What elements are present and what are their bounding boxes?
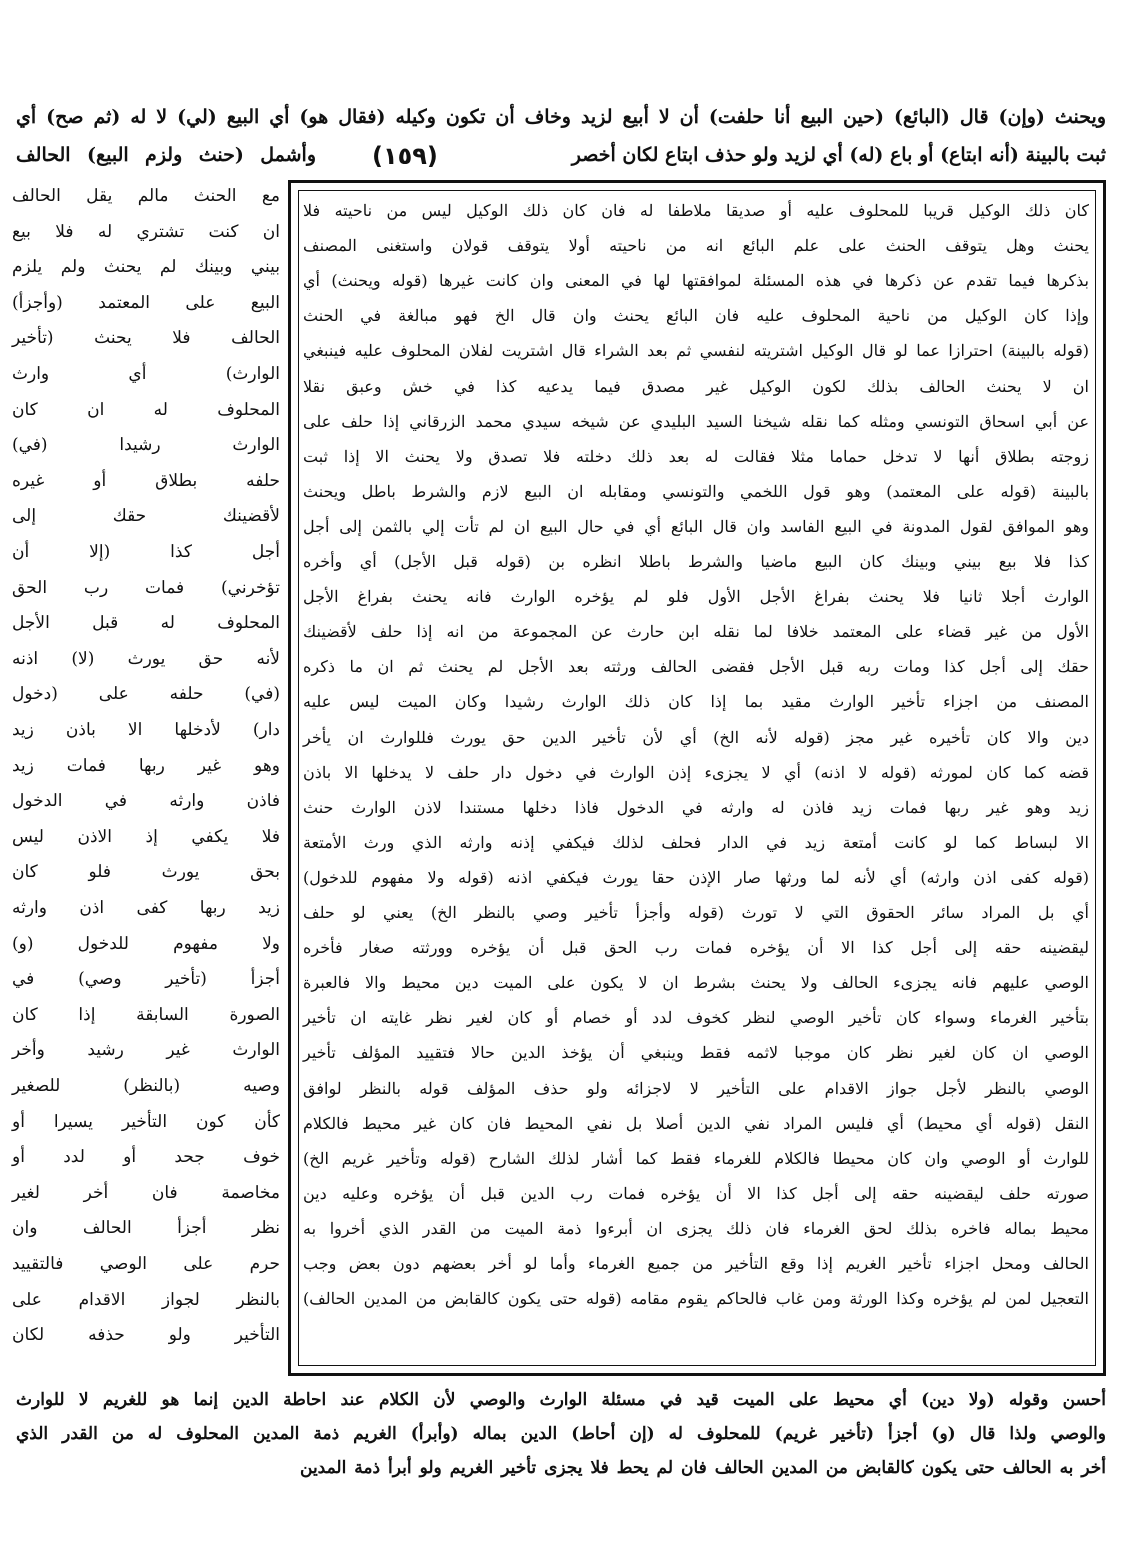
side-line: حرم على الوصي فالتقييد (12, 1254, 280, 1274)
commentary-line: دين والا كان تأخيره غير مجز (قوله لأنه الخ) أي لأن تأخير الدين حق يورث فللوارث ان يأخر (303, 727, 1090, 747)
commentary-line: الحالف ومحل اجزاء تأخير الغريم إذا وقع التأخير من جميع الغرماء وأما لو أخر بعضهم دون بعض وجب (303, 1254, 1089, 1273)
side-line: الوارث رشيدا (في) (12, 435, 280, 456)
commentary-line: زيد وهو غير ربها فمات زيد فاذن له وارثه في الدخول فاذا دخلها مستندا لاذن الوارث حنث (303, 797, 1089, 817)
side-line: خوف جحد أو لدد أو (12, 1147, 280, 1168)
commentary-line: وهو الموافق لقول المدونة في البيع الفاسد وان قال البائع أي في حال البيع ان لم تأت إلي بالثمن إلى أجل (303, 516, 1089, 536)
side-line: أجل كذا (إلا أن (12, 542, 280, 562)
commentary-line: الوصي بالنظر لأجل جواز الاقدام على التأخير لا لاجزائه ولو حذف المؤلف قوله بالنظر لوافق (303, 1078, 1089, 1098)
commentary-line: قضه كما كان لمورثه (قوله لا اذنه) أي لا يجزىء إذن الوارث في دخول دار حلف لا يدخلها الا باذن (303, 762, 1089, 782)
side-line: بالنظر لجواز الاقدام على (12, 1289, 280, 1310)
side-line: المحلوف له قبل الأجل (12, 613, 280, 634)
commentary-line: بذكرها فيما تقدم عن ذكرها في هذه المسئلة لموافقتها لها في المعنى وان كانت غيرها (قوله ويحنث) أي (303, 271, 1089, 291)
side-line: الوارث غير رشيد وأخر (12, 1040, 280, 1061)
side-line: بحق يورث فلو كان (12, 862, 280, 883)
page-number: (١٥٩) (372, 142, 438, 170)
commentary-line: الا لبساط كما لو كانت أمتعة زيد في الدار فحلف لذلك فيكفي إذنه وارثه الذي ورث الأمتعة (303, 832, 1089, 852)
commentary-line: (قوله بالبينة) احترازا عما لو قال الوكيل اشتريته لنفسي ثم بعد الشراء قال اشتريت لفلان المحلوف عليه فينبغي (303, 341, 1089, 361)
commentary-line: النقل (قوله أي محيط) أي فليس المراد نفي الدين أصلا بل نفي المحيط فان كان غير محيط فالكلام (303, 1113, 1089, 1133)
commentary-line: الأول من غير قضاء على المعتمد خلافا لما نقله ابن حارث عن المجموعة من انه إذا حلف لأقضينك (303, 622, 1089, 642)
side-line: أجزأ (تأخير وصي) في (12, 969, 280, 990)
side-line: ولا مفهوم للدخول (و) (12, 933, 280, 954)
side-line: الحالف فلا يحنث (تأخير (12, 328, 280, 349)
commentary-line: بتأخير الغرماء وسواء كان تأخير الوصي لنظر كخوف لدد أو خصام أو كان لغير نظر غايته ان تأخير (303, 1008, 1089, 1028)
side-line: تؤخرني) فمات رب الحق (12, 577, 280, 598)
bottom-line: والوصي ولذا قال (و) أجزأ (تأخير غريم) للمحلوف له (إن أحاط) الدين بماله (وأبرأ) الغريم ذمة المدين المحلوف له من القدر الذي (16, 1424, 1106, 1444)
side-line: البيع على المعتمد (وأجزأ) (12, 292, 280, 313)
side-line: حلفه بطلاق أو غيره (12, 470, 280, 491)
bottom-line: أخر به الحالف حتى يكون كالقابض من المدين الحالف فان لم يحط فلا يجزى تأخير الغريم ولو أبرأ ذمة المدين (300, 1458, 1106, 1478)
side-line: فلا يكفي إذ الاذن ليس (12, 826, 280, 847)
commentary-box (288, 180, 1106, 1376)
commentary-line: الوارث أجلا ثانيا فلا يحنث بفراغ الأجل الأول فلو لم يؤخره الوارث فانه يحنث بفراغ الأجل (303, 587, 1089, 607)
side-line: الصورة السابقة إذا كان (12, 1004, 280, 1025)
side-line: دار) لأدخلها الا باذن زيد (12, 720, 280, 740)
commentary-line: أي بل المراد سائر الحقوق التي لا تورث (قوله وأجزأ تأخير وصي بالنظر الخ) يعني لو حلف (303, 903, 1089, 922)
side-line: بيني وبينك لم يحنث ولم يلزم (12, 257, 280, 278)
commentary-line: محيط بماله فاخره بذلك لحق الغرماء فان ذلك يجزى ان أبرءوا ذمة الميت من القدر الذي أخروا به (303, 1218, 1089, 1238)
side-line: وصيه (بالنظر) للصغير (12, 1076, 280, 1096)
commentary-line: الوصي ان كان لغير نظر كان موجبا لاثمه فقط وينبغي أن يؤخذ الدين حالا فتقييد المؤلف تأخير (303, 1043, 1089, 1063)
side-line: مع الحنث مالم يقل الحالف (12, 186, 280, 206)
commentary-line: عن أبي اسحاق التونسي ومثله كما نقله شيخنا السيد البليدي عن شيخه سيدي محمد الزرقاني إذا حلف على (303, 411, 1090, 431)
side-line: وهو غير ربها فمات زيد (12, 755, 280, 776)
commentary-line: التعجيل لمن لم يؤخره وكذا الورثة ومن غاب فالحاكم يقوم مقامه (قوله حتى يكون كالقابض من المدين الحالف) (303, 1289, 1090, 1309)
commentary-line: كان ذلك الوكيل قريبا للمحلوف عليه أو صديقا ملاطفا له فان كان ذلك الوكيل ليس من ناحيته فلا (303, 201, 1089, 220)
commentary-line: للوارث أو الوصي وان كان محيطا فالكلام للغرماء فقط كما أشار لذلك الشارح (قوله وتأخير غريم الخ) (303, 1148, 1089, 1168)
header-line-1: ويحنث (وإن) قال (البائع) (حين البيع أنا حلفت) أن لا أبيع لزيد وخاف أن تكون وكيله (فقال هو) أي البيع (لي) لا له (ثم صح) أي (16, 106, 1106, 128)
side-line: لأنه حق يورث (لا) اذنه (12, 648, 280, 669)
side-line: فاذن وارثه في الدخول (12, 791, 280, 812)
bottom-line: أحسن وقوله (ولا دين) أي محيط على الميت قيد في مسئلة الوارث والوصي لأن الكلام عند احاطة الدين إنما هو للغريم لا للوارث (16, 1390, 1106, 1410)
commentary-line: المصنف من اجزاء تأخير الوارث مقيد بما إذا كان ذلك الوارث رشيدا وكان الميت ليس عليه (303, 692, 1089, 712)
commentary-line: ان لا يحنث الحالف بذلك لكون الوكيل غير مصدق فيما يدعيه كذا في خش وعبق نقلا (303, 376, 1089, 396)
side-line: لأقضينك حقك إلى (12, 506, 280, 527)
side-line: (في) حلفه على (دخول (12, 684, 280, 705)
side-line: المحلوف له ان كان (12, 399, 280, 420)
commentary-line: وإذا كان الوكيل من ناحية المحلوف عليه فان البائع يحنث وان قال الخ فهو مبالغة في الحنث (303, 306, 1089, 326)
header-line-3: وأشمل (حنث ولزم البيع) الحالف (16, 144, 316, 166)
commentary-line: حقك إلى أجل كذا ومات ربه قبل الأجل فقضى الحالف ورثته بعد الأجل لم يحنث ثم ان ما ذكره (303, 657, 1089, 677)
side-line: مخاصمة فان أخر لغير (12, 1182, 280, 1203)
commentary-line: كذا فلا بيع بيني وبينك كان البيع ماضيا والشرط باطلا انظره بن (قوله قبل الأجل) أي وأخره (303, 552, 1089, 571)
side-line: زيد ربها كفى اذن وارثه (12, 898, 280, 918)
commentary-line: بالبينة (قوله على المعتمد) وهو قول اللخمي والتونسي ومقابله ان البيع لازم والشرط باطل ويحنث (303, 481, 1089, 501)
header-line-2: ثبت بالبينة (أنه ابتاع) أو باع (له) أي لزيد ولو حذف ابتاع لكان أخصر (571, 144, 1106, 166)
commentary-line: يحنث وهل يتوقف الحنث على علم البائع انه من ناحيته أولا يتوقف قولان واستغنى المصنف (303, 236, 1089, 256)
side-line: نظر أجزأ الحالف وان (12, 1218, 280, 1239)
commentary-line: صورته حلف ليقضينه حقه إلى أجل كذا الا أن يؤخره فمات رب الدين قبل أن يؤخره وعليه دين (303, 1183, 1089, 1203)
commentary-line: (قوله كفى اذن وارثه) أي لأنه لما ورثها صار الإذن حقا يورث فيكفي اذنه (قوله ولا مفهوم للدخول) (303, 867, 1089, 887)
commentary-line: زوجته بطلاق أنها لا تدخل حماما مثلا فقالت له بعد ذلك دخلته فلا تصدق ولا يحنث الا إذا ثبت (303, 446, 1089, 466)
side-line: الوارث) أي وارث (12, 364, 280, 384)
commentary-line: ليقضينه حقه إلى أجل كذا الا أن يؤخره فمات رب الحق قبل أن يؤخره وورثته صغار فأخره (303, 938, 1089, 958)
side-line: التأخير ولو حذفه لكان (12, 1325, 280, 1346)
side-line: ان كنت تشتري له فلا بيع (12, 221, 280, 242)
commentary-line: الوصي عليهم فانه يجزىء الحالف ولا يحنث بشرط ان لا يكون على الميت دين محيط والا فالعبرة (303, 973, 1089, 993)
side-line: كأن كون التأخير يسيرا أو (12, 1111, 280, 1132)
